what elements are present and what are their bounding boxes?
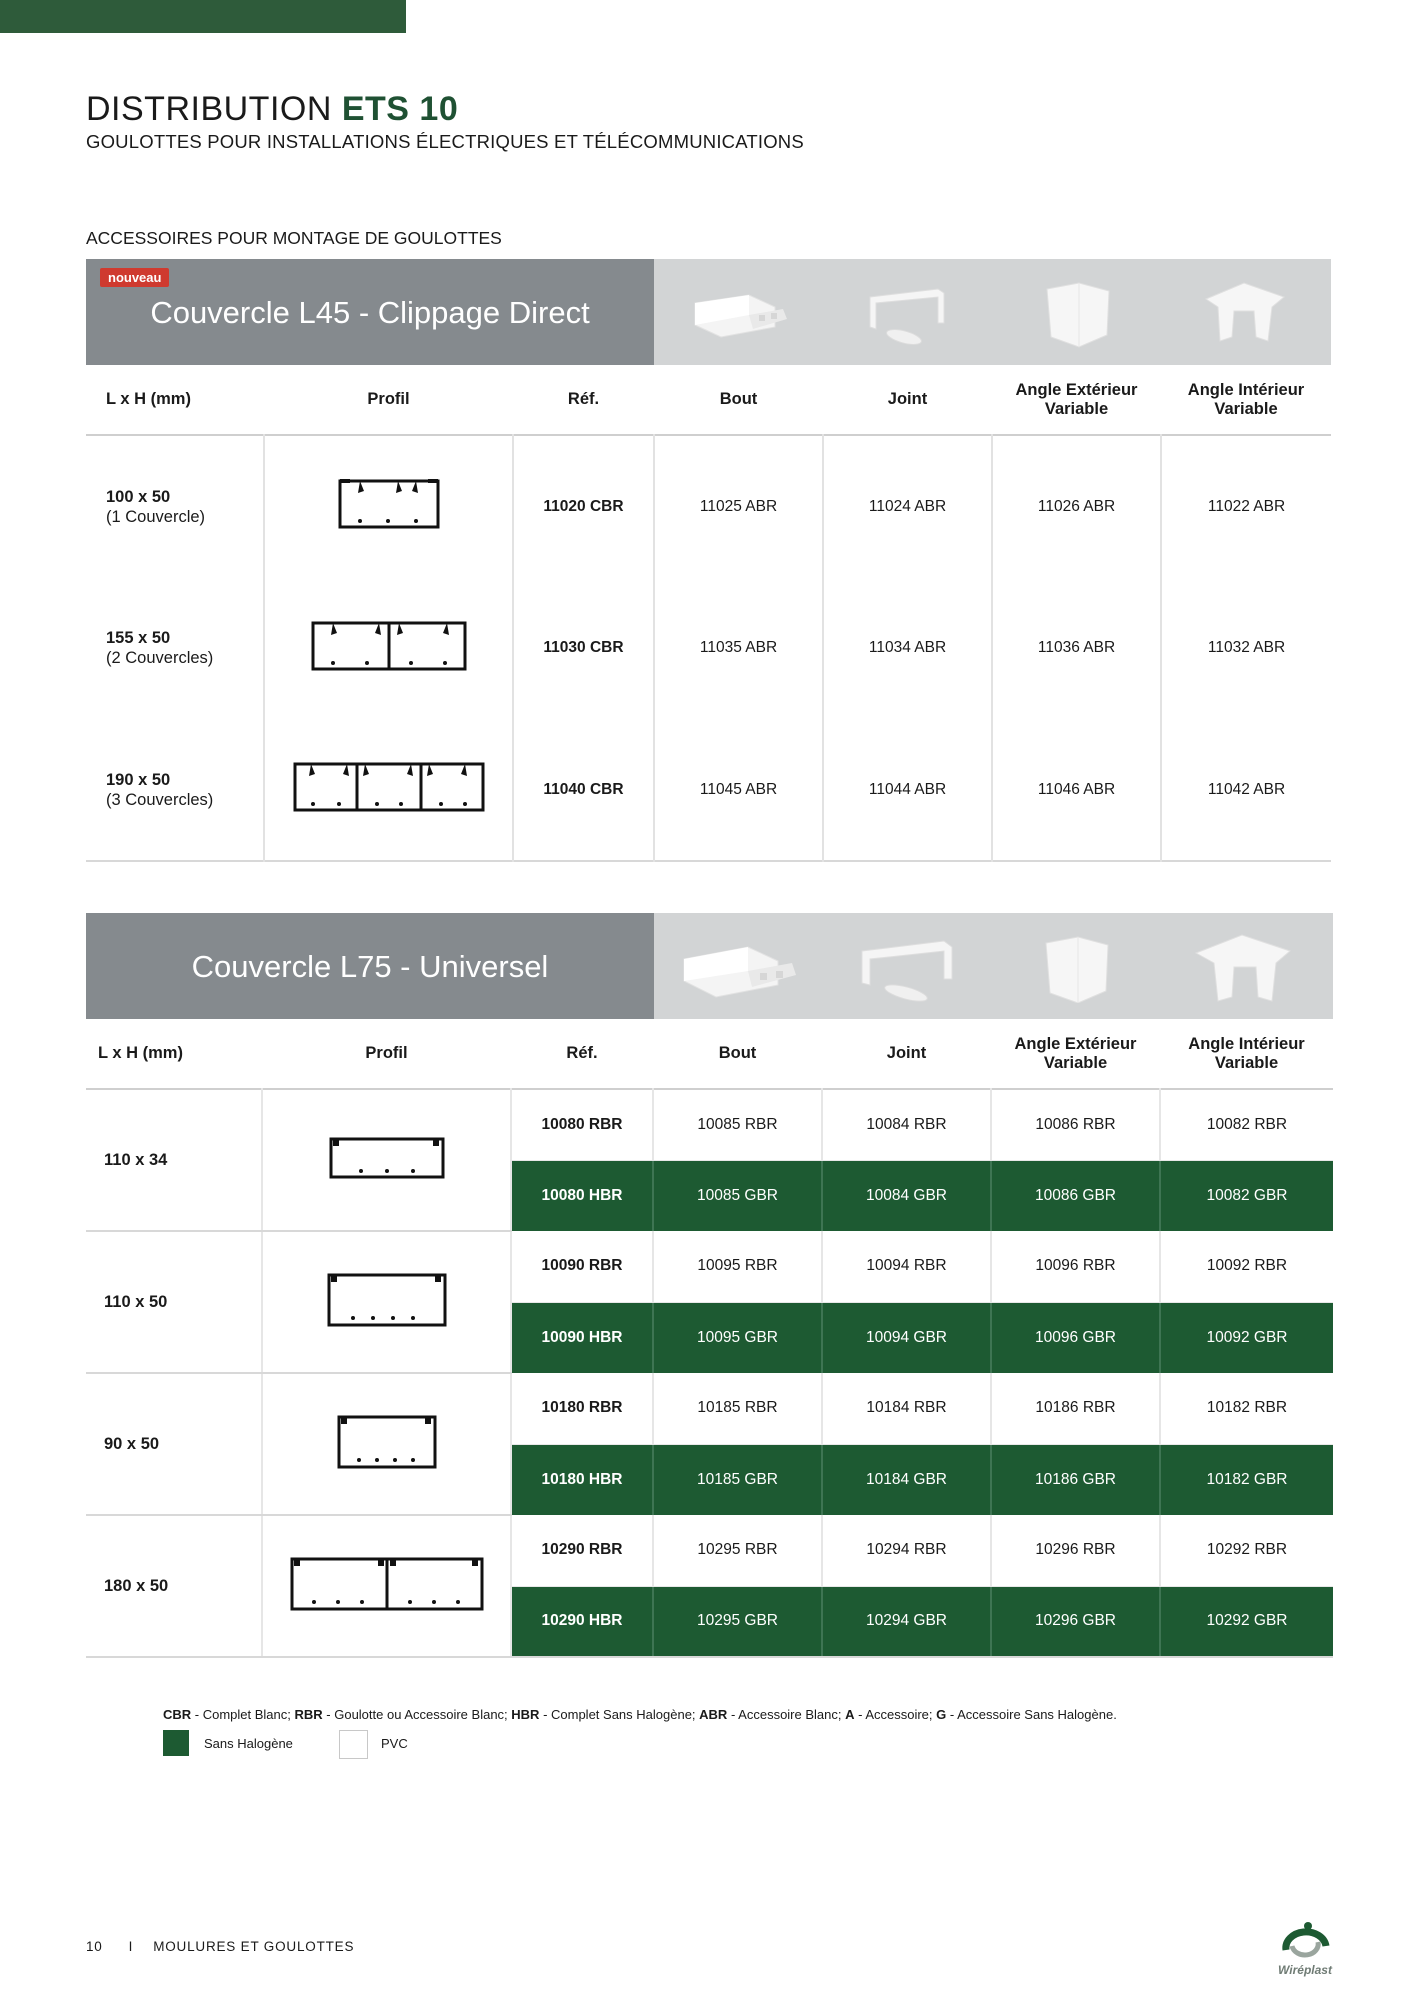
pvc-label: PVC bbox=[381, 1736, 408, 1751]
angle-int-cell: 11022 ABR bbox=[1207, 497, 1286, 515]
joint-image bbox=[852, 931, 972, 1003]
bout-cell: 10085 GBR bbox=[653, 1160, 822, 1231]
footer-section: MOULURES ET GOULOTTES bbox=[153, 1939, 355, 1954]
profile-drawing-110x34 bbox=[329, 1136, 445, 1180]
joint-image bbox=[856, 277, 966, 349]
dim-cell: 180 x 50 bbox=[86, 1515, 262, 1657]
legend-abbreviations: CBR - Complet Blanc; RBR - Goulotte ou Accessoire Blanc; HBR - Complet Sans Halogène; ABR - Accessoire Blanc; A - Accessoire; G - Accessoire Sans Halogène. bbox=[163, 1707, 1117, 1722]
halogen-free-label: Sans Halogène bbox=[204, 1736, 293, 1751]
angle-ext-cell: 10186 RBR bbox=[991, 1373, 1160, 1444]
angle-ext-cell: 10086 RBR bbox=[991, 1089, 1160, 1160]
page-footer: 10 I MOULURES ET GOULOTTES bbox=[86, 1939, 355, 1954]
ref-cell: 11040 CBR bbox=[513, 719, 654, 861]
page-title-bold: ETS 10 bbox=[341, 90, 459, 128]
table-row-pvc bbox=[86, 1231, 1333, 1302]
dim-cell: 90 x 50 bbox=[86, 1373, 262, 1515]
angle-ext-cell: 11026 ABR bbox=[992, 435, 1161, 577]
angle-ext-cell: 11036 ABR bbox=[992, 577, 1161, 719]
table-header-row bbox=[86, 365, 1331, 435]
col-header-angle-ext: Angle Extérieur Variable bbox=[1014, 1034, 1137, 1072]
bout-cell: 11045 ABR bbox=[654, 719, 823, 861]
joint-cell: 10184 GBR bbox=[822, 1444, 991, 1515]
ref-cell: 10090 RBR bbox=[511, 1231, 653, 1302]
ref-cell: 10080 RBR bbox=[511, 1089, 653, 1160]
angle-ext-cell: 10096 RBR bbox=[991, 1231, 1160, 1302]
table-row-pvc bbox=[86, 1515, 1333, 1586]
dim-cell: 110 x 34 bbox=[86, 1089, 262, 1231]
wireplast-logo bbox=[1262, 1916, 1348, 1982]
nouveau-badge: nouveau bbox=[100, 268, 169, 287]
col-header-angle-int: Angle Intérieur Variable bbox=[1188, 1034, 1305, 1072]
table-row-pvc bbox=[86, 1089, 1333, 1160]
col-header-ref: Réf. bbox=[567, 390, 600, 408]
col-header-profil: Profil bbox=[367, 390, 410, 408]
col-header-joint: Joint bbox=[886, 1044, 927, 1062]
banner-l75-title-block bbox=[86, 913, 654, 1019]
joint-cell: 10084 GBR bbox=[822, 1160, 991, 1231]
col-header-ref: Réf. bbox=[566, 1044, 598, 1062]
bout-cell: 10185 GBR bbox=[653, 1444, 822, 1515]
ref-cell: 10290 HBR bbox=[511, 1586, 653, 1657]
joint-cell: 10094 RBR bbox=[822, 1231, 991, 1302]
exterior-angle-image bbox=[1022, 931, 1132, 1003]
table-header-row bbox=[86, 1019, 1333, 1089]
ref-cell: 10180 HBR bbox=[511, 1444, 653, 1515]
table-l75 bbox=[86, 1019, 1333, 1658]
col-header-dim: L x H (mm) bbox=[98, 1044, 183, 1062]
banner-l45-title: Couvercle L45 - Clippage Direct bbox=[150, 295, 590, 330]
profile-cell bbox=[264, 435, 513, 577]
interior-angle-image bbox=[1192, 277, 1302, 349]
col-header-profil: Profil bbox=[365, 1044, 408, 1062]
angle-ext-cell: 10296 GBR bbox=[991, 1586, 1160, 1657]
angle-int-cell: 10092 RBR bbox=[1160, 1231, 1333, 1302]
profile-cell bbox=[262, 1515, 511, 1657]
angle-ext-cell: 10086 GBR bbox=[991, 1160, 1160, 1231]
bout-cell: 10095 RBR bbox=[653, 1231, 822, 1302]
angle-int-cell: 10292 RBR bbox=[1160, 1515, 1333, 1586]
halogen-free-swatch bbox=[163, 1730, 189, 1756]
top-accent-bar bbox=[0, 0, 406, 33]
page-title: DISTRIBUTION ETS 10 bbox=[86, 90, 459, 128]
table-l45 bbox=[86, 365, 1331, 862]
interior-angle-image bbox=[1186, 931, 1306, 1003]
angle-ext-cell: 10296 RBR bbox=[991, 1515, 1160, 1586]
joint-cell: 11044 ABR bbox=[823, 719, 992, 861]
page-subtitle: GOULOTTES POUR INSTALLATIONS ÉLECTRIQUES ET TÉLÉCOMMUNICATIONS bbox=[86, 131, 804, 152]
bout-cell: 10295 RBR bbox=[653, 1515, 822, 1586]
angle-int-cell: 10082 RBR bbox=[1160, 1089, 1333, 1160]
bout-cell: 10295 GBR bbox=[653, 1586, 822, 1657]
ref-cell: 11030 CBR bbox=[513, 577, 654, 719]
angle-int-cell: 11042 ABR bbox=[1207, 780, 1286, 798]
banner-l45-title-block bbox=[86, 259, 654, 365]
joint-cell: 10294 RBR bbox=[822, 1515, 991, 1586]
joint-cell: 11024 ABR bbox=[823, 435, 992, 577]
joint-cell: 10094 GBR bbox=[822, 1302, 991, 1373]
joint-cell: 10184 RBR bbox=[822, 1373, 991, 1444]
ref-cell: 10090 HBR bbox=[511, 1302, 653, 1373]
table-row bbox=[86, 435, 1331, 577]
angle-int-cell: 10182 RBR bbox=[1160, 1373, 1333, 1444]
bout-cell: 10085 RBR bbox=[653, 1089, 822, 1160]
profile-drawing-90x50 bbox=[337, 1414, 437, 1470]
table-row-pvc bbox=[86, 1373, 1333, 1444]
profile-cell bbox=[262, 1373, 511, 1515]
bout-cell: 10185 RBR bbox=[653, 1373, 822, 1444]
col-header-dim: L x H (mm) bbox=[106, 390, 191, 408]
dim-cell: 110 x 50 bbox=[86, 1231, 262, 1373]
angle-int-cell: 11032 ABR bbox=[1207, 639, 1286, 656]
col-header-angle-int: Angle Intérieur Variable bbox=[1187, 380, 1305, 418]
banner-l75 bbox=[86, 913, 1333, 1019]
angle-ext-cell: 11046 ABR bbox=[992, 719, 1161, 861]
section-label: ACCESSOIRES POUR MONTAGE DE GOULOTTES bbox=[86, 228, 502, 248]
col-header-angle-ext: Angle Extérieur Variable bbox=[1015, 380, 1138, 418]
dim-cell: 100 x 50 (1 Couvercle) bbox=[86, 435, 264, 577]
dim-cell: 190 x 50 (3 Couvercles) bbox=[86, 719, 264, 861]
joint-cell: 11034 ABR bbox=[823, 577, 992, 719]
profile-drawing-3 bbox=[293, 760, 485, 814]
page-number: 10 bbox=[86, 1939, 103, 1954]
pvc-swatch bbox=[339, 1730, 368, 1759]
table-row bbox=[86, 577, 1331, 719]
joint-cell: 10084 RBR bbox=[822, 1089, 991, 1160]
profile-cell bbox=[264, 577, 513, 719]
logo-text: Wiréplast bbox=[1278, 1963, 1332, 1977]
profile-drawing-2 bbox=[311, 619, 467, 673]
profile-drawing-1 bbox=[338, 477, 440, 531]
logo-swirl-icon bbox=[1262, 1916, 1348, 1966]
col-header-bout: Bout bbox=[718, 1044, 757, 1062]
table-row bbox=[86, 719, 1331, 861]
profile-drawing-180x50 bbox=[290, 1556, 484, 1612]
ref-cell: 10180 RBR bbox=[511, 1373, 653, 1444]
dim-cell: 155 x 50 (2 Couvercles) bbox=[86, 577, 264, 719]
col-header-bout: Bout bbox=[719, 390, 758, 408]
profile-cell bbox=[262, 1089, 511, 1231]
col-header-joint: Joint bbox=[887, 390, 928, 408]
end-cap-image bbox=[678, 931, 808, 1003]
bout-cell: 10095 GBR bbox=[653, 1302, 822, 1373]
banner-l45 bbox=[86, 259, 1331, 365]
profile-cell bbox=[264, 719, 513, 861]
angle-int-cell: 10182 GBR bbox=[1160, 1444, 1333, 1515]
angle-int-cell: 10082 GBR bbox=[1160, 1160, 1333, 1231]
joint-cell: 10294 GBR bbox=[822, 1586, 991, 1657]
angle-int-cell: 10092 GBR bbox=[1160, 1302, 1333, 1373]
bout-cell: 11025 ABR bbox=[654, 435, 823, 577]
banner-l75-title: Couvercle L75 - Universel bbox=[191, 949, 549, 984]
ref-cell: 10290 RBR bbox=[511, 1515, 653, 1586]
exterior-angle-image bbox=[1023, 277, 1133, 349]
end-cap-image bbox=[687, 277, 797, 349]
bout-cell: 11035 ABR bbox=[654, 577, 823, 719]
ref-cell: 11020 CBR bbox=[513, 435, 654, 577]
ref-cell: 10080 HBR bbox=[511, 1160, 653, 1231]
angle-ext-cell: 10096 GBR bbox=[991, 1302, 1160, 1373]
profile-drawing-110x50 bbox=[327, 1272, 447, 1328]
profile-cell bbox=[262, 1231, 511, 1373]
angle-ext-cell: 10186 GBR bbox=[991, 1444, 1160, 1515]
angle-int-cell: 10292 GBR bbox=[1160, 1586, 1333, 1657]
